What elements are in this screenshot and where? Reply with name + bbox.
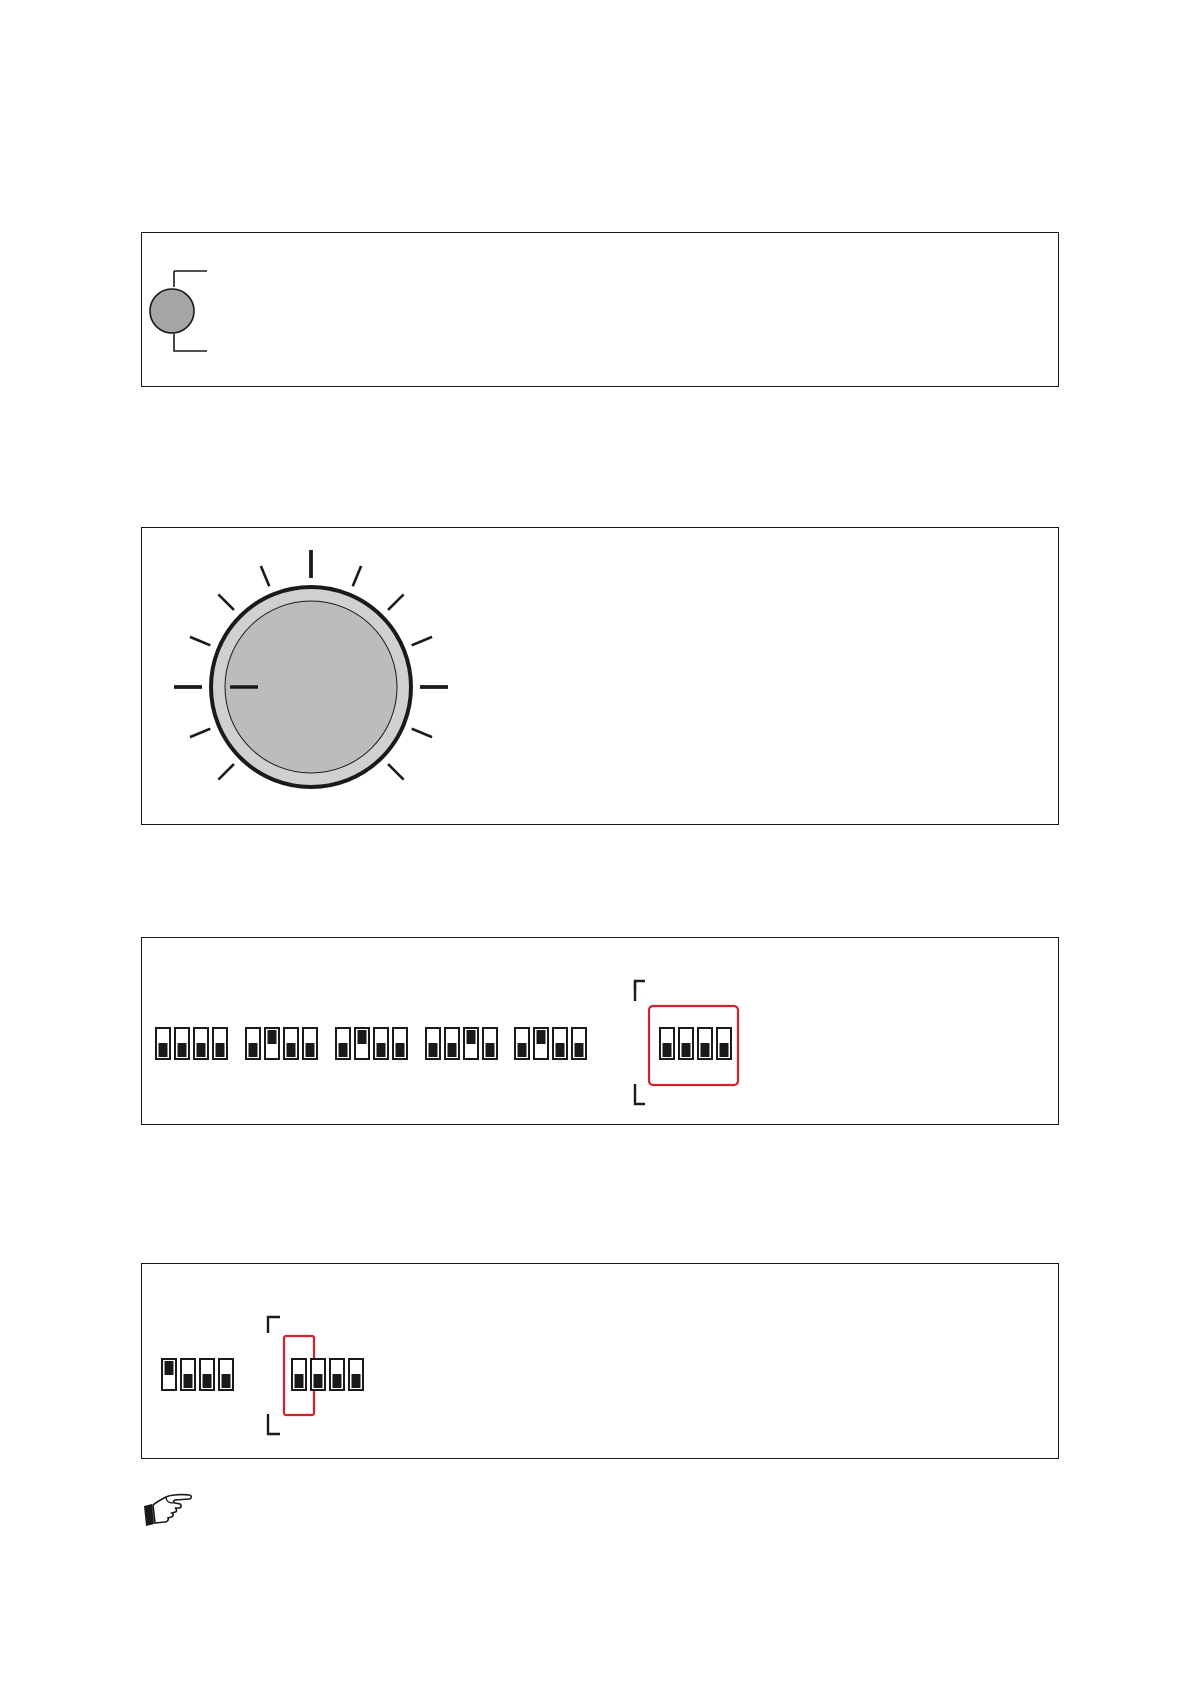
dip-switch-2-1[interactable] (355, 1028, 369, 1059)
bracket-top (635, 981, 645, 990)
dial-tick-1 (353, 566, 361, 586)
dip-switch-1-0[interactable] (292, 1359, 306, 1390)
dip-switch-groups (162, 1359, 363, 1390)
pointing-hand-icon (142, 1492, 194, 1530)
dip-switch-1-0[interactable] (246, 1028, 260, 1059)
dial-tick-3 (412, 637, 432, 645)
dip-switch-1-3[interactable] (303, 1028, 317, 1059)
dip-switch-3-0[interactable] (426, 1028, 440, 1059)
bracket-top (268, 1317, 280, 1333)
dip-switch-4-2[interactable] (553, 1028, 567, 1059)
dial-tick-12 (261, 566, 269, 586)
dip-switch-0-2[interactable] (194, 1028, 208, 1059)
dip-switch-1-2[interactable] (330, 1359, 344, 1390)
led-indicator-panel (141, 232, 1059, 387)
rotary-dial-panel (141, 527, 1059, 825)
rotary-dial-drawing (142, 528, 1060, 826)
dip-switch-0-3[interactable] (213, 1028, 227, 1059)
dip-switch-4-3[interactable] (572, 1028, 586, 1059)
dial-tick-7 (218, 764, 234, 780)
dip-switch-2-3[interactable] (393, 1028, 407, 1059)
dip-switch-0-1[interactable] (181, 1359, 195, 1390)
dial-tick-5 (412, 729, 432, 737)
dip-switch-0-0[interactable] (162, 1359, 176, 1390)
dial-tick-11 (218, 594, 234, 610)
dip-switch-1-3[interactable] (349, 1359, 363, 1390)
dip-switch-0-1[interactable] (175, 1028, 189, 1059)
dial-tick-6 (388, 764, 404, 780)
bracket-bottom (174, 334, 207, 351)
dip-switch-0-0[interactable] (156, 1028, 170, 1059)
dip-switch-5-2[interactable] (698, 1028, 712, 1059)
dip-switch-4-1[interactable] (534, 1028, 548, 1059)
dip-switch-5-0[interactable] (660, 1028, 674, 1059)
led-icon (150, 289, 194, 333)
dial-tick-2 (388, 594, 404, 610)
dip-switch-5-1[interactable] (679, 1028, 693, 1059)
dip-switch-bank-drawing (142, 938, 1060, 1126)
dip-switch-1-1[interactable] (265, 1028, 279, 1059)
dip-switch-pair-drawing (142, 1264, 1060, 1460)
dip-switch-1-1[interactable] (311, 1359, 325, 1390)
dip-switch-0-3[interactable] (219, 1359, 233, 1390)
dip-switch-pair-panel (141, 1263, 1059, 1459)
led-indicator-drawing (142, 233, 1060, 388)
dip-switch-3-2[interactable] (464, 1028, 478, 1059)
dip-switch-5-3[interactable] (717, 1028, 731, 1059)
dip-switch-bank-panel (141, 937, 1059, 1125)
dip-switch-groups (156, 1028, 731, 1059)
dip-switch-0-2[interactable] (200, 1359, 214, 1390)
dial-tick-8 (190, 729, 210, 737)
dip-switch-3-3[interactable] (483, 1028, 497, 1059)
dial-tick-10 (190, 637, 210, 645)
bracket-bottom (635, 1084, 645, 1104)
dip-switch-4-0[interactable] (515, 1028, 529, 1059)
dip-switch-1-2[interactable] (284, 1028, 298, 1059)
dip-switch-3-1[interactable] (445, 1028, 459, 1059)
bracket-bottom (268, 1414, 280, 1434)
dip-switch-2-2[interactable] (374, 1028, 388, 1059)
dip-switch-2-0[interactable] (336, 1028, 350, 1059)
